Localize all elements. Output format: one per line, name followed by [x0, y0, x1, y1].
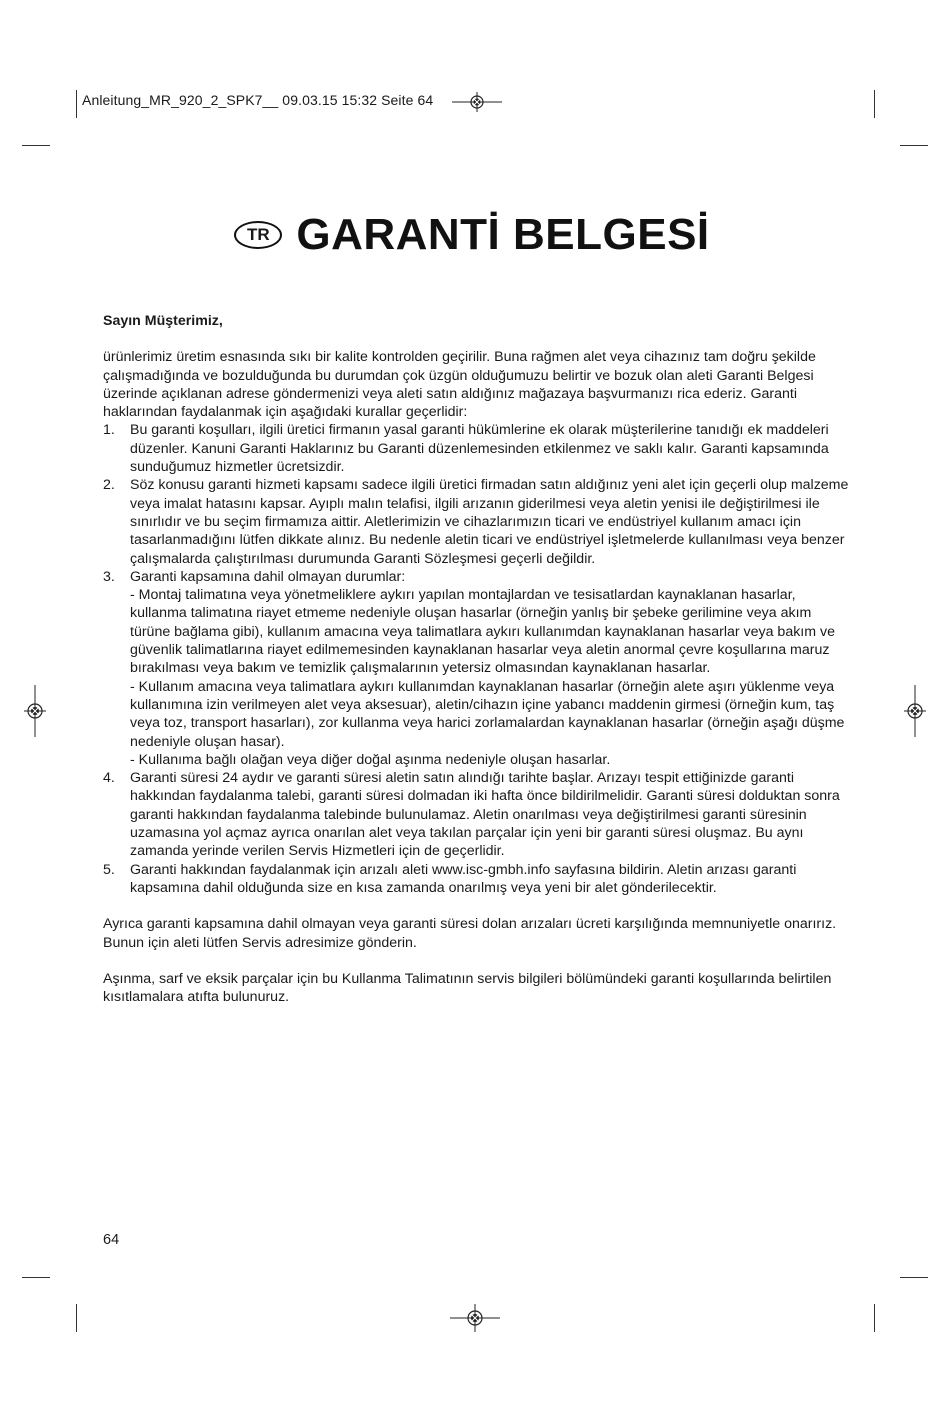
- intro-paragraph: ürünlerimiz üretim esnasında sıkı bir kalite kontrolden geçirilir. Buna rağmen alet veya cihazınız tam doğru şekilde çalışmadığında ve bozulduğunda bu durumdan çok üzgün olduğumuzu belirtir ve bozuk olan aleti Garanti Belgesi üzerinde açıklanan adrese göndermenizi veya aleti satın aldığınız mağazaya başvurmanızı rica ederiz. Garanti haklarından faydalanmak için aşağıdaki kurallar geçerlidir:: [103, 349, 816, 421]
- list-item-text: Söz konusu garanti hizmeti kapsamı sadece ilgili üretici firmadan satın aldığınız yeni alet için geçerli olup malzeme veya imalat hatasını kapsar. Ayıplı malın telafisi, ilgili arızanın giderilmesi veya aletin yenisi ile değiştirilmesi ile sınırlıdır ve bu seçim firmamıza aittir. Aletlerimizin ve cihazlarımızın ticari ve endüstriyel kullanım amacı için tasarlanmadığını lütfen dikkate alınız. Bu nedenle aletin ticari ve endüstriyel işletmelerde kullanılması veya benzer çalışmalarda çalıştırılması durumunda Garanti Sözleşmesi geçerli değildir.: [130, 477, 849, 567]
- registration-mark-icon: [904, 685, 926, 737]
- greeting: Sayın Müşterimiz,: [103, 313, 223, 329]
- list-item: [103, 476, 849, 567]
- document-body: [103, 312, 849, 1006]
- paragraph-repairs: Ayrıca garanti kapsamına dahil olmayan veya garanti süresi dolan arızaları ücreti karşılığında memnuniyetle onarırız. Bunun için aleti lütfen Servis adresimize gönderin.: [103, 916, 837, 951]
- crop-mark: [76, 1304, 77, 1332]
- crop-mark: [900, 145, 928, 146]
- list-item: [103, 769, 849, 860]
- list-item-text: Garanti süresi 24 aydır ve garanti süresi aletin satın alındığı tarihte başlar. Arızayı tespit ettiğinizde garanti hakkından faydalanma talebi, garanti süresi dolmadan iki hafta önce bildirilmelidir. Garanti süresi dolduktan sonra garanti hakkından faydalanma talebinde bulunulamaz. Aletin onarılması veya değiştirilmesi garanti süresinin uzamasına yol açmaz ayrıca onarılan alet veya takılan parçalar için yeni bir garanti süresi oluşmaz. Bu aynı zamanda yerinde verilen Servis Hizmetleri için de geçerlidir.: [130, 770, 840, 860]
- language-badge: TR: [234, 221, 282, 249]
- crop-mark: [22, 145, 50, 146]
- list-number: 2.: [103, 477, 115, 494]
- crop-mark: [900, 1277, 928, 1278]
- paragraph-wear-parts: Aşınma, sarf ve eksik parçalar için bu Kullanma Talimatının servis bilgileri bölümündeki garanti koşullarında belirtilen kısıtlamalara atıfta bulunuruz.: [103, 970, 832, 1006]
- print-header: Anleitung_MR_920_2_SPK7__ 09.03.15 15:32 Seite 64: [82, 92, 434, 108]
- list-item-text: Garanti hakkından faydalanmak için arızalı aleti www.isc-gmbh.info sayfasına bildirin. Aletin arızası garanti kapsamına dahil olduğunda size en kısa zamanda onarılmış veya yeni bir alet gönderilecektir.: [130, 861, 797, 896]
- conditions-list: [103, 421, 849, 897]
- list-number: 4.: [103, 770, 115, 787]
- list-number: 1.: [103, 422, 115, 439]
- list-item: [103, 568, 849, 769]
- registration-mark-icon: [452, 92, 502, 112]
- list-item-text: Garanti kapsamına dahil olmayan durumlar:: [130, 568, 406, 585]
- title-text: GARANTİ BELGESİ: [296, 210, 710, 259]
- crop-mark: [874, 1304, 875, 1332]
- list-item: [103, 861, 849, 898]
- crop-mark: [76, 90, 77, 118]
- page-title: [0, 210, 950, 260]
- list-item-text: - Kullanım amacına veya talimatlara aykırı kullanımdan kaynaklanan hasarlar (örneğin alete aşırı yüklenme veya kullanımına izin verilmeyen alet veya aksesuar), aletin/cihazın içine yabancı maddenin girmesi (örneğin kum, taş veya toz, transport hasarları), zor kullanma veya harici zorlamalardan kaynaklanan hasarlar (örneğin aşağı düşme nedeniyle oluşan hasar).: [130, 678, 845, 750]
- list-number: 5.: [103, 861, 115, 878]
- crop-mark: [874, 90, 875, 118]
- registration-mark-icon: [24, 685, 46, 737]
- crop-mark: [22, 1277, 50, 1278]
- list-number: 3.: [103, 568, 115, 585]
- list-item-text: Bu garanti koşulları, ilgili üretici firmanın yasal garanti hükümlerine ek olarak müşterilerine tanıdığı ek maddeleri düzenler. Kanuni Garanti Haklarınız bu Garanti düzenlemesinden etkilenmez ve saklı kalır. Garanti kapsamında sunduğumuz hizmetler ücretsizdir.: [130, 422, 829, 476]
- list-item: [103, 421, 849, 476]
- page-number: 64: [103, 1232, 120, 1248]
- list-item-text: - Montaj talimatına veya yönetmeliklere aykırı yapılan montajlardan ve tesisatlardan kaynaklanan hasarlar, kullanma talimatına riayet etmeme nedeniyle oluşan hasarlar (örneğin yanlış bir şebeke gerilimine veya akım türüne bağlama gibi), kullanım amacına veya talimatlara aykırı kullanımdan kaynaklanan hasarlar veya bakım ve güvenlik talimatlarına riayet edilmemesinden kaynaklanan hasarlar veya aletin anormal çevre koşullarına maruz bırakılması veya bakım ve temizlik çalışmalarının yetersiz olmasından kaynaklanan hasarlar.: [130, 587, 835, 677]
- registration-mark-icon: [450, 1304, 500, 1332]
- list-item-text: - Kullanıma bağlı olağan veya diğer doğal aşınma nedeniyle oluşan hasarlar.: [130, 751, 611, 768]
